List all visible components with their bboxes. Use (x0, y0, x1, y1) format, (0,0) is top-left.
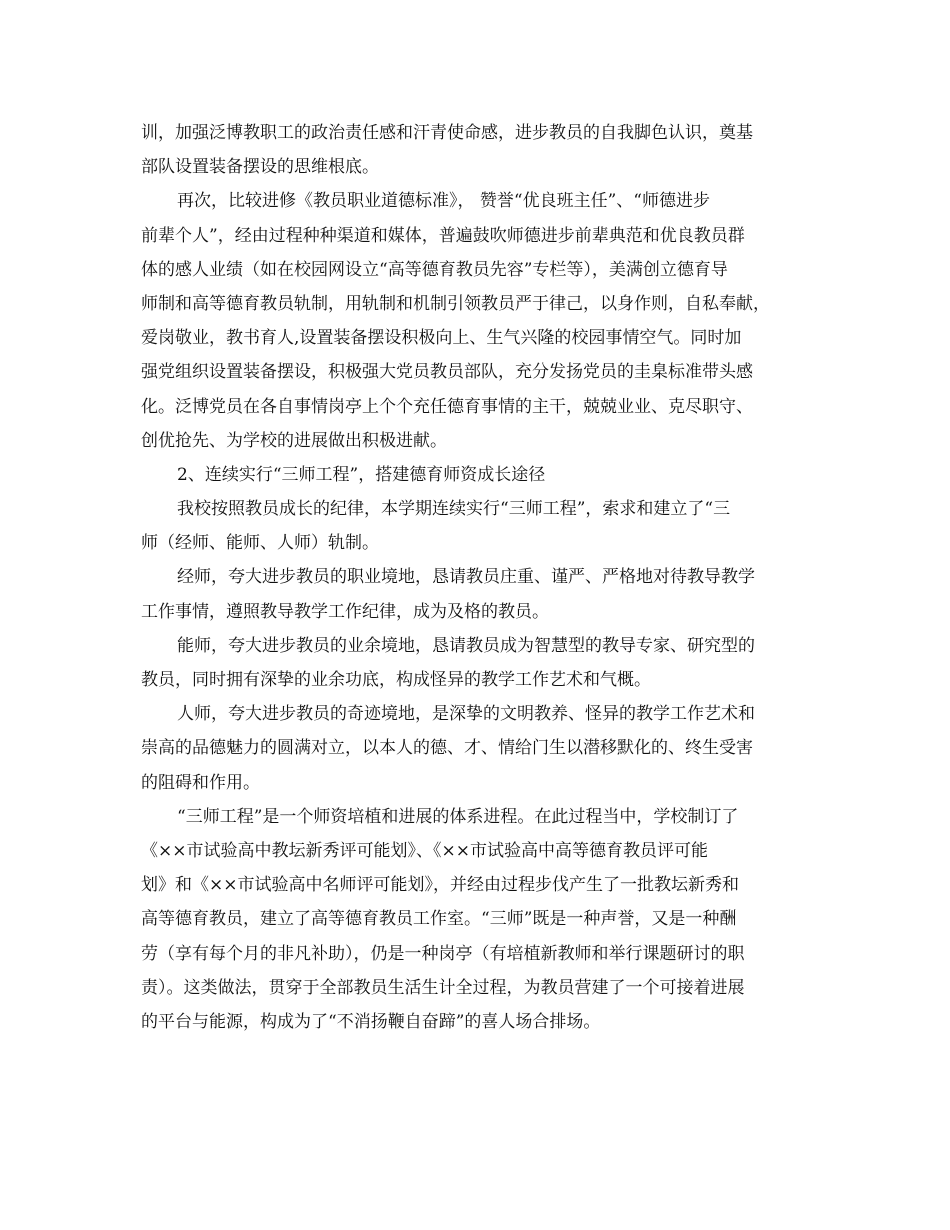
text-line: 创优抢先、为学校的进展做出积极进献。 (141, 430, 447, 451)
text-line: 劳（享有每个月的非凡补助），仍是一种岗亭（有培植新教师和举行课题研讨的职 (141, 943, 745, 964)
paragraph-start-line: 再次，比较进修《教员职业道德标准》， 赞誉“优良班主任”、“师德进步 (177, 191, 710, 212)
text-line: 划》和《××市试验高中名师评可能划》，并经由过程步伐产生了一批教坛新秀和 (141, 875, 739, 896)
paragraph-start-line: 经师，夸大进步教员的职业境地，恳请教员庄重、谨严、严格地对待教导教学 (177, 567, 755, 588)
text-line: 体的感人业绩（如在校园网设立“高等德育教员先容”专栏等），美满创立德育导 (141, 259, 728, 280)
text-line: 师（经师、能师、人师）轨制。 (141, 533, 379, 554)
text-line: 责）。这类做法，贯穿于全部教员生活生计全过程，为教员营建了一个可接着进展 (141, 977, 745, 998)
document-body (141, 116, 831, 1039)
text-line: 的平台与能源，构成为了“不消扬鞭自奋蹄”的喜人场合排场。 (141, 1011, 601, 1032)
text-line: 训，加强泛博教职工的政治责任感和汗青使命感，进步教员的自我脚色认识，奠基 (141, 123, 753, 143)
paragraph-start-line: 我校按照教员成长的纪律，本学期连续实行“三师工程”，索求和建立了“三 (177, 499, 731, 520)
text-line: 《××市试验高中教坛新秀评可能划》、《××市试验高中高等德育教员评可能 (141, 840, 708, 861)
text-line: 爱岗敬业，教书育人,设置装备摆设积极向上、生气兴隆的校园事情空气。同时加 (141, 328, 742, 349)
text-line: 化。泛博党员在各自事情岗亭上个个充任德育事情的主干，兢兢业业、克尽职守、 (141, 396, 753, 417)
text-line: 高等德育教员，建立了高等德育教员工作室。“三师”既是一种声誉，又是一种酬 (141, 909, 737, 930)
section-heading: 2、连续实行“三师工程”，搭建德育师资成长途径 (177, 464, 546, 485)
text-line: 崇高的品德魅力的圆满对立，以本人的德、才、情给门生以潜移默化的、终生受害 (141, 738, 753, 759)
text-line: 教员，同时拥有深挚的业余功底，构成怪异的教学工作艺术和气概。 (141, 670, 651, 690)
text-line: 强党组织设置装备摆设，积极强大党员教员部队，充分发扬党员的圭臬标准带头感 (141, 362, 753, 383)
paragraph-start-line: 人师，夸大进步教员的奇迹境地，是深挚的文明教养、怪异的教学工作艺术和 (177, 704, 755, 725)
text-line: 的阻碍和作用。 (141, 772, 260, 793)
paragraph-start-line: “三师工程”是一个师资培植和进展的体系进程。在此过程当中，学校制订了 (177, 806, 739, 827)
text-line: 部队设置装备摆设的思维根底。 (141, 157, 379, 178)
text-line: 工作事情，遵照教导教学工作纪律，成为及格的教员。 (141, 601, 549, 622)
text-line: 师制和高等德育教员轨制，用轨制和机制引领教员严于律己，以身作则，自私奉献， (141, 293, 770, 314)
paragraph-start-line: 能师，夸大进步教员的业余境地，恳请教员成为智慧型的教导专家、研究型的 (177, 635, 755, 656)
text-line: 前辈个人”，经由过程种种渠道和媒体，普遍鼓吹师德进步前辈典范和优良教员群 (141, 225, 745, 246)
